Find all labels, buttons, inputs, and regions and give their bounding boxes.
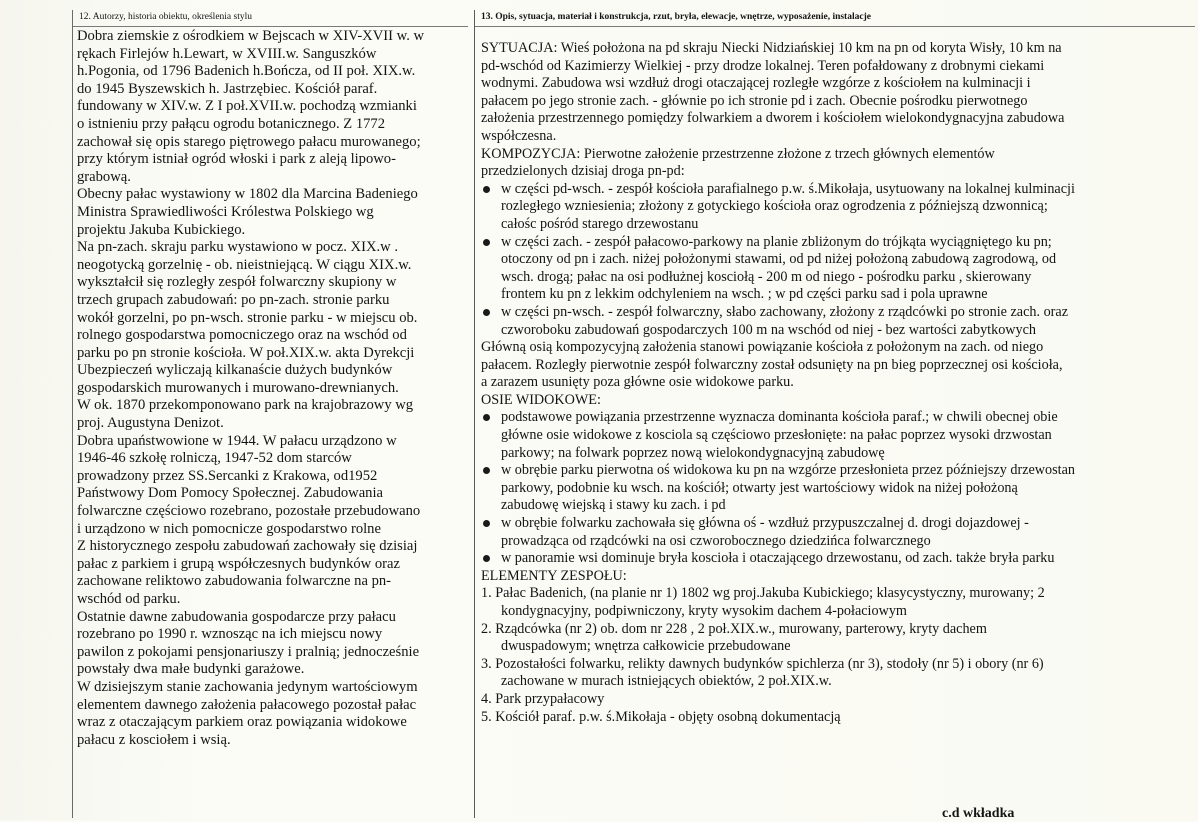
bullet-icon	[483, 186, 490, 193]
description-line: SYTUACJA: Wieś położona na pd skraju Niecki Nidziańskiej 10 km na pn od koryta Wisły, 10 km na	[481, 40, 1062, 56]
history-line: zachowane reliktowo zabudowania folwarczne na pn-	[77, 573, 392, 590]
history-line: gospodarskich murowanych i murowano-drewnianych.	[77, 379, 399, 396]
history-line: wokół gorzelni, po pn-wsch. stronie parku - w miejscu ob.	[77, 309, 418, 326]
history-line: Z historycznego zespołu zabudowań zachowały się dzisiaj	[77, 538, 418, 555]
history-line: Dobra ziemskie z ośrodkiem w Bejscach w XIV-XVII w. w	[77, 28, 425, 44]
right-column-header: 13. Opis, sytuacja, materiał i konstrukcja, rzut, bryła, elewacje, wnętrze, wyposażenie, instalacje	[475, 10, 1195, 27]
description-line: ELEMENTY ZESPOŁU:	[481, 567, 627, 584]
history-line: prowadzony przez SS.Sercanki z Krakowa, od1952	[77, 467, 378, 484]
bullet-item	[481, 234, 1195, 252]
bullet-text: w części pn-wsch. - zespół folwarczny, słabo zachowany, złożony z rządcówki po stronie zach. oraz	[501, 303, 1068, 320]
bullet-item	[481, 462, 1195, 480]
bullet-item	[481, 515, 1195, 533]
right-column-description	[474, 10, 1195, 818]
history-text	[73, 27, 468, 749]
history-line: rozebrano po 1990 r. wznosząc na ich miejscu nowy	[77, 626, 383, 643]
numbered-item: 1. Pałac Badenich, (na planie nr 1) 1802 wg proj.Jakuba Kubickiego; klasycystyczny, murowany; 2	[481, 585, 1045, 602]
history-line: rękach Firlejów h.Lewart, w XVIII.w. Sanguszków	[77, 45, 377, 62]
bullet-continuation: frontem ku pn z lekkim odchyleniem na wsch. ; w pd części parku sad i pola uprawne	[501, 286, 988, 303]
history-line: fundowany w XIV.w. Z I poł.XVII.w. pochodzą wzmianki	[77, 98, 417, 115]
history-line: o istnieniu przy pałącu ogrodu botanicznego. Z 1772	[77, 115, 386, 132]
numbered-continuation: zachowane w murach istniejących obiektów, 2 poł.XIX.w.	[501, 673, 832, 690]
numbered-item: 4. Park przypałacowy	[481, 690, 605, 707]
history-line: Ministra Sprawiedliwości Królestwa Polskiego wg	[77, 203, 374, 220]
history-line: grabową.	[77, 168, 131, 185]
description-text	[475, 27, 1195, 726]
bullet-item	[481, 550, 1195, 568]
bullet-item	[481, 181, 1195, 199]
description-line: KOMPOZYCJA: Pierwotne założenie przestrzenne złożone z trzech głównych elementów	[481, 145, 995, 162]
bullet-continuation: całośc pośród starego drzewostanu	[501, 215, 699, 232]
bullet-continuation: czworoboku zabudowań gospodarczych 100 m na wschód od niej - bez wartości zabytkowych	[501, 321, 1037, 338]
numbered-item: 3. Pozostałości folwarku, relikty dawnych budynków spichlerza (nr 3), stodoły (nr 5) i obory (nr 6)	[481, 655, 1044, 672]
history-line: h.Pogonia, od 1796 Badenich h.Bończa, od II poł. XIX.w.	[77, 63, 416, 80]
bullet-continuation: główne osie widokowe z kosciola są częściowo przesłonięte: na pałac poprzez wysoki drzwostan	[501, 427, 1052, 444]
description-line: wodnymi. Zabudowa wsi wzdłuż drogi otaczającej rozległe wzgórze z kościołem na kulminacji i	[481, 75, 1031, 92]
history-line: W dzisiejszym stanie zachowania jedynym wartościowym	[77, 678, 418, 695]
numbered-continuation: dwuspadowym; wnętrza całkowicie przebudowane	[501, 638, 791, 655]
numbered-item: 5. Kościół paraf. p.w. ś.Mikołaja - objęty osobną dokumentacją	[481, 708, 841, 725]
history-line: wykształcił się rozległy zespół folwarczny skupiony w	[77, 274, 397, 291]
history-line: parku po pn stronie kościoła. W poł.XIX.w. akta Dyrekcji	[77, 344, 415, 361]
bullet-icon	[483, 414, 490, 421]
bullet-continuation: rozległego wzniesienia; złożony z gotyckiego kościoła oraz ogrodzenia z późniejszą dzwonnicą;	[501, 198, 1048, 215]
history-line: rolnego gospodarstwa pomocniczego oraz na wschód od	[77, 327, 407, 344]
description-line: pałacem. Rozległy pierwotnie zespół folwarczny został odsunięty na pn bieg poprzecznej osi kościoła,	[481, 356, 1063, 373]
description-line: pd-wschód od Kazimierzy Wielkiej - przy drodze lokalnej. Teren pofałdowany z drobnymi ciekami	[481, 57, 1045, 74]
bullet-icon	[483, 467, 490, 474]
history-line: pałac z parkiem i grupą współczesnych budynków oraz	[77, 555, 400, 572]
description-line: przedzielonych dzisiaj droga pn-pd:	[481, 163, 685, 180]
history-line: pawilon z pokojami pensjonariuszy i pralnią; jednocześnie	[77, 643, 420, 660]
description-line: założenia przestrzennego pomiędzy folwarkiem a dworem i kościołem wielokondygnacyjna zabudowa	[481, 110, 1065, 127]
history-line: powstały dwa małe budynki garażowe.	[77, 661, 305, 678]
description-line: Główną osią kompozycyjną założenia stanowi powiązanie kościoła z położonym na zach. od niego	[481, 339, 1044, 356]
left-column-header: 12. Autorzy, historia obiektu, określenia stylu	[73, 10, 468, 27]
bullet-icon	[483, 555, 490, 562]
history-line: trzech grupach zabudowań: po pn-zach. stronie parku	[77, 291, 390, 308]
history-line: do 1945 Byszewskich h. Jastrzębiec. Kościół paraf.	[77, 80, 378, 97]
bullet-continuation: parkowy; na folwark poprzez nową wielokondygnacyjną zabudowę	[501, 444, 885, 461]
bullet-text: w obrębie folwarku zachowała się główna oś - wzdłuż przypuszczalnej d. drogi dojazdowej -	[501, 515, 1029, 532]
bullet-item	[481, 409, 1195, 427]
history-line: W ok. 1870 przekomponowano park na krajobrazowy wg	[77, 397, 414, 414]
history-line: Ostatnie dawne zabudowania gospodarcze przy pałacu	[77, 608, 396, 625]
description-line: pałacem po jego stronie zach. - głównie po ich stronie pd i zach. Obecnie pośrodku pierwotnego	[481, 92, 1028, 109]
bullet-icon	[483, 309, 490, 316]
bullet-continuation: prowadząca od rządcówki na osi czworobocznego dziedzińca folwarcznego	[501, 532, 931, 549]
description-line: a zarazem usunięty poza główne osie widokowe parku.	[481, 374, 794, 391]
description-line: OSIE WIDOKOWE:	[481, 391, 601, 408]
bullet-text: w obrębie parku pierwotna oś widokowa ku pn na wzgórze przesłonieta przez późniejszy drzewostan	[501, 462, 1075, 479]
history-line: Dobra upaństwowione w 1944. W pałacu urządzono w	[77, 432, 397, 449]
bullet-icon	[483, 239, 490, 246]
bullet-continuation: otoczony od pn i zach. niżej położonymi stawami, od pd niżej położoną zabudową zagrodową, od	[501, 251, 1057, 268]
history-line: elementem dawnego założenia pałacowego pozostał pałac	[77, 696, 417, 713]
bullet-text: w panoramie wsi dominuje bryła koscioła i otaczającego drzewostanu, od zach. także bryła parku	[501, 550, 1055, 567]
description-line: współczesna.	[481, 127, 557, 144]
history-line: i urządzono w nich pomocnicze gospodarstwo rolne	[77, 520, 381, 537]
history-line: pałacu z kosciołem i wsią.	[77, 731, 231, 748]
bullet-icon	[483, 520, 490, 527]
history-line: Ubezpieczeń wyliczają kilkanaście dużych budynków	[77, 362, 393, 379]
history-line: Państwowy Dom Pomocy Społecznej. Zabudowania	[77, 485, 384, 502]
bullet-text: w części pd-wsch. - zespół kościoła parafialnego p.w. ś.Mikołaja, usytuowany na lokalnej kulminacji	[501, 180, 1075, 197]
bullet-text: podstawowe powiązania przestrzenne wyznacza dominanta kościoła paraf.; w chwili obecnej obie	[501, 409, 1058, 426]
history-line: neogotycką gorzelnię - ob. nieistniejącą. W ciągu XIX.w.	[77, 256, 412, 273]
history-line: przy którym istniał ogród włoski i park z aleją lipowo-	[77, 151, 396, 168]
bullet-continuation: wsch. drogą; pałac na osi podłużnej kosciołą - 200 m od niego - pośrodku parku , skierowany	[501, 268, 1032, 285]
history-line: folwarczne częściowo rozebrano, pozostałe przebudowano	[77, 503, 421, 520]
history-line: Obecny pałac wystawiony w 1802 dla Marcina Badeniego	[77, 186, 418, 203]
history-line: zachował się opis starego piętrowego pałacu murowanego;	[77, 133, 421, 150]
bullet-continuation: zabudowę wiejską i stawy ku zach. i pd	[501, 497, 726, 514]
continuation-note: c.d wkładka	[942, 806, 1015, 821]
numbered-continuation: kondygnacyjny, podpiwniczony, kryty wysokim dachem 4-połaciowym	[501, 603, 907, 619]
bullet-item	[481, 304, 1195, 322]
history-line: 1946-46 szkołę rolniczą, 1947-52 dom starców	[77, 450, 352, 467]
bullet-text: w części zach. - zespół pałacowo-parkowy na planie zbliżonym do trójkąta wyciągniętego ku pn;	[501, 233, 1052, 250]
left-column-history	[72, 10, 468, 818]
history-line: wschód od parku.	[77, 591, 181, 607]
history-line: wraz z otaczającym parkiem oraz powiązania widokowe	[77, 714, 407, 731]
history-line: Na pn-zach. skraju parku wystawiono w pocz. XIX.w .	[77, 239, 398, 256]
bullet-continuation: parkowy, podobnie ku wsch. na kościół; otwarty jest wartościowy widok na niżej położoną	[501, 479, 1018, 496]
history-line: projektu Jakuba Kubickiego.	[77, 221, 246, 238]
history-line: proj. Augustyna Denizot.	[77, 415, 224, 432]
numbered-item: 2. Rządcówka (nr 2) ob. dom nr 228 , 2 poł.XIX.w., murowany, parterowy, kryty dachem	[481, 620, 987, 637]
